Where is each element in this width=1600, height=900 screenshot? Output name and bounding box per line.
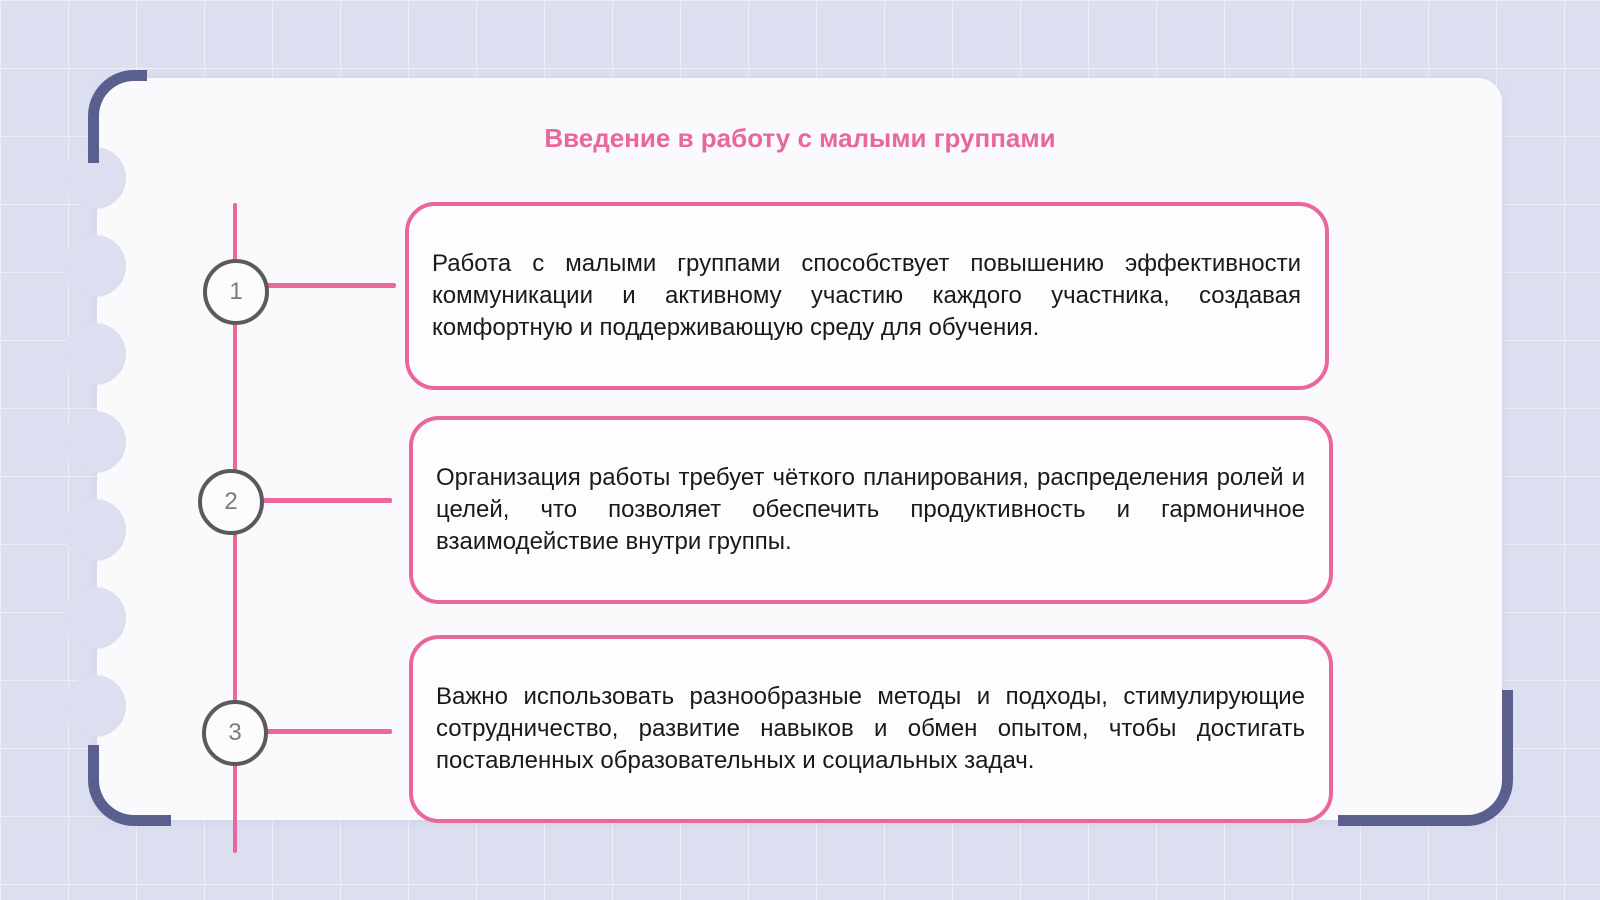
frame-corner-bottom-left (88, 745, 171, 826)
step-card-text: Работа с малыми группами способствует повышению эффективности коммуникации и активному участию каждого участника, создавая комфортную и поддерживающую среду для обучения. (432, 250, 1301, 341)
step-number-2: 2 (198, 469, 264, 535)
step-card-text: Важно использовать разнообразные методы и подходы, стимулирующие сотрудничество, развитие навыков и обмен опытом, чтобы достигать поставленных образовательных и социальных задач. (436, 683, 1305, 774)
scallop-cutout (64, 323, 126, 385)
scallop-cutout (64, 411, 126, 473)
step-number-3: 3 (202, 700, 268, 766)
timeline-connector-1 (264, 283, 396, 288)
scallop-cutout (64, 587, 126, 649)
step-card-2 (409, 416, 1333, 604)
step-card-text: Организация работы требует чёткого планирования, распределения ролей и целей, что позволяет обеспечить продуктивность и гармоничное взаимодействие внутри группы. (436, 464, 1305, 555)
timeline-connector-2 (262, 498, 392, 503)
step-card-3 (409, 635, 1333, 823)
timeline-connector-3 (264, 729, 392, 734)
slide-title: Введение в работу с малыми группами (544, 123, 1056, 153)
scallop-cutout (64, 675, 126, 737)
scallop-cutout (64, 499, 126, 561)
step-number-1: 1 (203, 259, 269, 325)
frame-corner-bottom-right (1338, 690, 1513, 826)
frame-corner-top-left (88, 70, 147, 163)
scallop-cutout (64, 235, 126, 297)
step-card-1 (405, 202, 1329, 390)
